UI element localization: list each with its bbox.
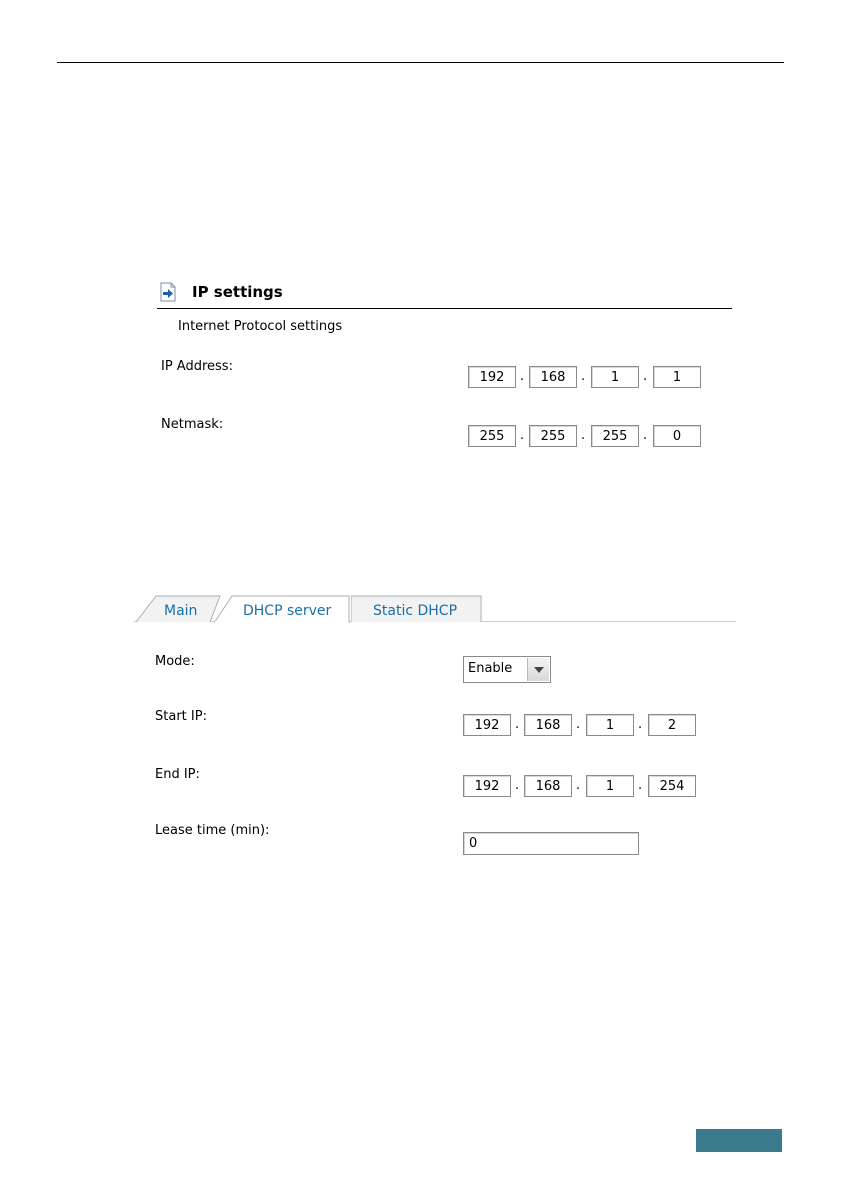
tab-main[interactable] [134, 593, 224, 623]
ip-address-octet-1[interactable]: 192 [468, 366, 516, 388]
start-ip-octet-1[interactable]: 192 [463, 714, 511, 736]
lease-time-label: Lease time (min): [155, 823, 270, 838]
lease-time-input[interactable]: 0 [463, 832, 639, 855]
tab-main-label: Main [164, 603, 198, 619]
ip-address-octet-4[interactable]: 1 [653, 366, 701, 388]
tab-static-dhcp[interactable] [351, 593, 486, 623]
dhcp-tab-bar [134, 593, 736, 623]
page-number-box [696, 1129, 782, 1152]
start-ip-octet-3[interactable]: 1 [586, 714, 634, 736]
header-rule [57, 62, 784, 63]
start-ip-octet-2[interactable]: 168 [524, 714, 572, 736]
netmask-octet-1[interactable]: 255 [468, 425, 516, 447]
ip-address-label: IP Address: [161, 359, 233, 374]
tab-static-dhcp-label: Static DHCP [373, 603, 458, 619]
tab-dhcp-server-label: DHCP server [243, 603, 332, 619]
end-ip-octet-4[interactable]: 254 [648, 775, 696, 797]
ip-settings-title: IP settings [192, 283, 283, 301]
start-ip-octet-4[interactable]: 2 [648, 714, 696, 736]
netmask-octet-2[interactable]: 255 [529, 425, 577, 447]
mode-select-value: Enable [468, 661, 513, 676]
start-ip-label: Start IP: [155, 709, 207, 724]
mode-select[interactable] [463, 656, 551, 683]
netmask-octet-4[interactable]: 0 [653, 425, 701, 447]
end-ip-label: End IP: [155, 767, 200, 782]
end-ip-octet-3[interactable]: 1 [586, 775, 634, 797]
mode-label: Mode: [155, 654, 195, 669]
ip-address-octet-2[interactable]: 168 [529, 366, 577, 388]
end-ip-octet-2[interactable]: 168 [524, 775, 572, 797]
ip-address-octet-3[interactable]: 1 [591, 366, 639, 388]
end-ip-octet-1[interactable]: 192 [463, 775, 511, 797]
chevron-down-icon[interactable] [527, 658, 549, 681]
ip-settings-subtitle: Internet Protocol settings [178, 319, 343, 334]
ip-settings-header [157, 280, 732, 309]
netmask-label: Netmask: [161, 417, 224, 432]
netmask-octet-3[interactable]: 255 [591, 425, 639, 447]
page-arrow-icon [159, 282, 177, 302]
tab-dhcp-server[interactable] [214, 593, 354, 623]
